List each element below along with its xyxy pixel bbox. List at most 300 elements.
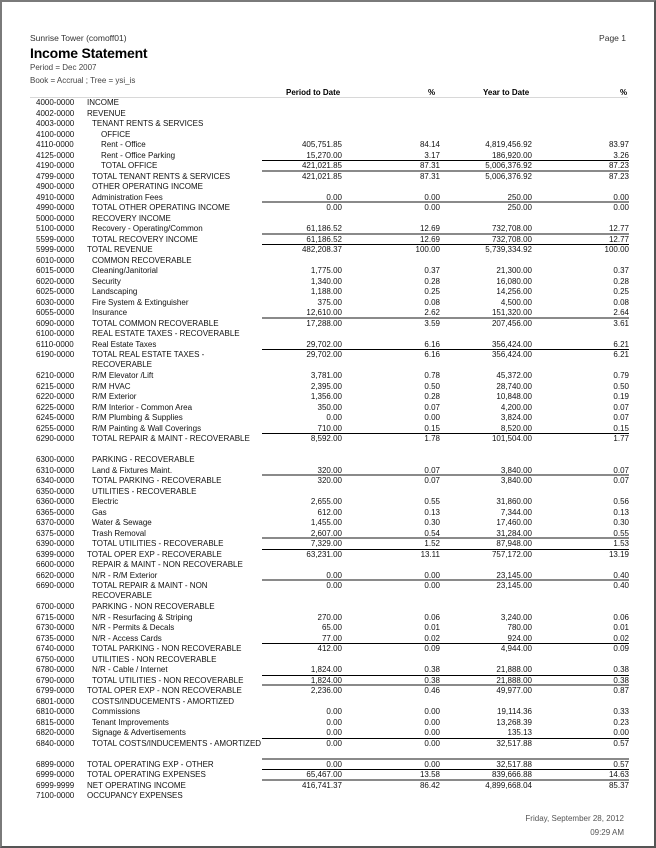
period-to-date-percent: 0.50 bbox=[424, 381, 440, 391]
account-code: 4910-0000 bbox=[36, 192, 75, 202]
period-to-date-amount: 1,775.00 bbox=[310, 266, 342, 275]
account-code: 4002-0000 bbox=[36, 108, 75, 118]
period-to-date-amount: 0.00 bbox=[326, 717, 342, 727]
year-to-date-amount: 28,740.00 bbox=[496, 381, 532, 391]
period-to-date-percent: 0.00 bbox=[424, 203, 440, 212]
period-to-date-amount: 29,702.00 bbox=[306, 339, 342, 349]
table-row bbox=[2, 319, 656, 330]
year-to-date-percent: 0.50 bbox=[613, 381, 629, 391]
year-to-date-percent: 0.38 bbox=[613, 665, 629, 674]
period-to-date-percent: 0.25 bbox=[424, 287, 440, 296]
year-to-date-amount: 732,708.00 bbox=[491, 234, 532, 244]
year-to-date-amount: 45,372.00 bbox=[496, 371, 532, 380]
year-to-date-percent: 0.00 bbox=[613, 728, 629, 737]
account-description: TOTAL UTILITIES - NON RECOVERABLE bbox=[92, 675, 244, 685]
account-code: 6010-0000 bbox=[36, 255, 75, 265]
table-row bbox=[2, 508, 656, 519]
period-to-date-percent: 0.78 bbox=[424, 371, 440, 380]
account-description: R/M Plumbing & Supplies bbox=[92, 413, 183, 422]
period-to-date-amount: 710.00 bbox=[317, 423, 342, 433]
period-to-date-amount: 0.00 bbox=[326, 728, 342, 737]
account-code: 6730-0000 bbox=[36, 623, 75, 632]
account-description: COMMON RECOVERABLE bbox=[92, 255, 192, 265]
account-code: 6690-0000 bbox=[36, 581, 75, 590]
account-description: Water & Sewage bbox=[92, 518, 152, 527]
period-to-date-percent: 87.31 bbox=[419, 161, 440, 170]
account-code: 6365-0000 bbox=[36, 507, 75, 517]
company-name: Sunrise Tower (comoff01) bbox=[30, 33, 127, 43]
period-to-date-percent: 0.07 bbox=[424, 476, 440, 485]
year-to-date-percent: 0.57 bbox=[613, 759, 629, 769]
year-to-date-amount: 356,424.00 bbox=[491, 339, 532, 349]
period-to-date-amount: 65,467.00 bbox=[306, 770, 342, 779]
account-code: 6799-0000 bbox=[36, 686, 75, 695]
period-to-date-amount: 0.00 bbox=[326, 413, 342, 422]
period-to-date-amount: 7,329.00 bbox=[310, 539, 342, 548]
table-row bbox=[2, 613, 656, 624]
account-description: Gas bbox=[92, 507, 107, 517]
year-to-date-amount: 3,240.00 bbox=[500, 612, 532, 622]
year-to-date-percent: 87.23 bbox=[608, 171, 629, 181]
period-to-date-percent: 0.00 bbox=[424, 728, 440, 737]
table-row bbox=[2, 497, 656, 508]
account-code: 6190-0000 bbox=[36, 350, 75, 359]
table-row bbox=[2, 214, 656, 225]
period-to-date-amount: 416,741.37 bbox=[301, 780, 342, 790]
report-book-tree: Book = Accrual ; Tree = ysi_is bbox=[30, 76, 136, 85]
period-to-date-amount: 61,186.52 bbox=[306, 234, 342, 244]
account-description: PARKING - RECOVERABLE bbox=[92, 455, 195, 464]
year-to-date-amount: 14,256.00 bbox=[496, 287, 532, 296]
account-description: N/R - Cable / Internet bbox=[92, 665, 168, 674]
account-description: COSTS/INDUCEMENTS - AMORTIZED bbox=[92, 696, 235, 706]
table-row bbox=[2, 413, 656, 424]
table-row bbox=[2, 455, 656, 466]
account-code: 6220-0000 bbox=[36, 392, 75, 401]
column-header-period-to-date: Period to Date bbox=[286, 88, 341, 97]
year-to-date-percent: 1.53 bbox=[613, 539, 629, 548]
table-row bbox=[2, 203, 656, 214]
year-to-date-amount: 3,840.00 bbox=[500, 465, 532, 475]
account-description: Tenant Improvements bbox=[92, 717, 169, 727]
year-to-date-amount: 7,344.00 bbox=[500, 507, 532, 517]
account-description: TOTAL OFFICE bbox=[101, 161, 158, 170]
period-to-date-amount: 1,824.00 bbox=[310, 675, 342, 685]
period-to-date-amount: 270.00 bbox=[317, 612, 342, 622]
year-to-date-amount: 5,739,334.92 bbox=[485, 245, 532, 254]
year-to-date-percent: 6.21 bbox=[613, 350, 629, 359]
year-to-date-percent: 12.77 bbox=[608, 224, 629, 233]
period-to-date-amount: 77.00 bbox=[321, 633, 342, 643]
table-row bbox=[2, 371, 656, 382]
year-to-date-percent: 0.57 bbox=[613, 738, 629, 748]
table-row bbox=[2, 382, 656, 393]
account-code: 5000-0000 bbox=[36, 213, 75, 223]
period-to-date-amount: 2,607.00 bbox=[310, 528, 342, 538]
year-to-date-percent: 0.07 bbox=[613, 413, 629, 422]
table-row bbox=[2, 403, 656, 414]
year-to-date-amount: 151,320.00 bbox=[491, 308, 532, 317]
account-code: 6290-0000 bbox=[36, 434, 75, 443]
account-description: Rent - Office bbox=[101, 140, 146, 149]
account-code: 6350-0000 bbox=[36, 486, 75, 496]
account-description: Signage & Advertisements bbox=[92, 728, 186, 737]
account-description: R/M Interior - Common Area bbox=[92, 402, 193, 412]
year-to-date-amount: 839,666.88 bbox=[491, 770, 532, 779]
period-to-date-percent: 2.62 bbox=[424, 308, 440, 317]
account-description: REAL ESTATE TAXES - RECOVERABLE bbox=[92, 329, 240, 338]
year-to-date-percent: 13.19 bbox=[608, 549, 629, 559]
account-description: TOTAL OPER EXP - RECOVERABLE bbox=[87, 549, 222, 559]
year-to-date-amount: 32,517.88 bbox=[496, 759, 532, 769]
period-to-date-percent: 1.78 bbox=[424, 434, 440, 443]
year-to-date-amount: 4,944.00 bbox=[500, 644, 532, 653]
period-to-date-percent: 6.16 bbox=[424, 350, 440, 359]
year-to-date-percent: 0.37 bbox=[613, 266, 629, 275]
table-row bbox=[2, 434, 656, 455]
table-row bbox=[2, 781, 656, 792]
account-code: 6110-0000 bbox=[36, 339, 74, 349]
period-to-date-percent: 12.69 bbox=[419, 224, 440, 233]
account-code: 4100-0000 bbox=[36, 129, 75, 139]
table-row bbox=[2, 560, 656, 571]
year-to-date-percent: 0.56 bbox=[613, 497, 629, 506]
period-to-date-percent: 0.37 bbox=[424, 266, 440, 275]
account-description: R/M Painting & Wall Coverings bbox=[92, 423, 202, 433]
year-to-date-amount: 31,284.00 bbox=[496, 528, 532, 538]
account-description: TOTAL COSTS/INDUCEMENTS - AMORTIZED bbox=[92, 738, 262, 748]
period-to-date-percent: 6.16 bbox=[424, 339, 440, 349]
account-code: 6310-0000 bbox=[36, 465, 75, 475]
year-to-date-amount: 8,520.00 bbox=[500, 423, 532, 433]
account-code: 6790-0000 bbox=[36, 675, 75, 685]
account-description: Real Estate Taxes bbox=[92, 339, 157, 349]
year-to-date-amount: 757,172.00 bbox=[491, 549, 532, 559]
account-code: 6750-0000 bbox=[36, 654, 75, 664]
period-to-date-percent: 0.28 bbox=[424, 392, 440, 401]
period-to-date-percent: 12.69 bbox=[419, 234, 440, 244]
year-to-date-amount: 23,145.00 bbox=[496, 581, 532, 590]
table-row bbox=[2, 109, 656, 120]
account-description: INCOME bbox=[87, 98, 119, 107]
total-rule bbox=[262, 201, 629, 203]
period-to-date-percent: 0.30 bbox=[424, 518, 440, 527]
account-code: 4125-0000 bbox=[36, 150, 75, 160]
account-code: 6815-0000 bbox=[36, 717, 75, 727]
period-to-date-percent: 0.07 bbox=[424, 402, 440, 412]
year-to-date-amount: 4,500.00 bbox=[500, 297, 532, 307]
account-description: N/R - Resurfacing & Striping bbox=[92, 612, 193, 622]
period-to-date-amount: 350.00 bbox=[317, 402, 342, 412]
year-to-date-amount: 21,888.00 bbox=[496, 675, 532, 685]
year-to-date-amount: 207,456.00 bbox=[491, 318, 532, 328]
period-to-date-amount: 29,702.00 bbox=[306, 350, 342, 359]
account-code: 6215-0000 bbox=[36, 381, 75, 391]
account-code: 6340-0000 bbox=[36, 476, 75, 485]
year-to-date-amount: 32,517.88 bbox=[496, 738, 532, 748]
period-to-date-amount: 65.00 bbox=[321, 623, 342, 632]
year-to-date-amount: 3,840.00 bbox=[500, 476, 532, 485]
account-code: 6999-9999 bbox=[36, 780, 75, 790]
period-to-date-percent: 0.00 bbox=[424, 759, 440, 769]
account-code: 6735-0000 bbox=[36, 633, 75, 643]
year-to-date-percent: 85.37 bbox=[608, 780, 629, 790]
year-to-date-amount: 21,300.00 bbox=[496, 266, 532, 275]
period-to-date-amount: 8,592.00 bbox=[310, 434, 342, 443]
year-to-date-percent: 3.61 bbox=[613, 318, 629, 328]
year-to-date-amount: 31,860.00 bbox=[496, 497, 532, 506]
account-code: 6780-0000 bbox=[36, 665, 75, 674]
table-row bbox=[2, 602, 656, 613]
period-to-date-percent: 0.00 bbox=[424, 192, 440, 202]
print-time: 09:29 AM bbox=[590, 828, 624, 837]
page-number: Page 1 bbox=[599, 33, 626, 43]
period-to-date-amount: 0.00 bbox=[326, 570, 342, 580]
account-description: TOTAL REVENUE bbox=[87, 245, 153, 254]
account-description: Trash Removal bbox=[92, 528, 146, 538]
table-row bbox=[2, 98, 656, 109]
account-code: 6020-0000 bbox=[36, 276, 75, 286]
total-rule bbox=[262, 579, 629, 581]
period-to-date-percent: 86.42 bbox=[419, 780, 440, 790]
period-to-date-amount: 0.00 bbox=[326, 707, 342, 716]
account-code: 4900-0000 bbox=[36, 182, 75, 191]
income-statement-table bbox=[2, 98, 656, 802]
period-to-date-percent: 13.11 bbox=[420, 549, 440, 559]
account-code: 6225-0000 bbox=[36, 402, 75, 412]
year-to-date-percent: 14.63 bbox=[608, 770, 629, 779]
year-to-date-percent: 6.21 bbox=[613, 339, 629, 349]
account-code: 4110-0000 bbox=[36, 140, 74, 149]
account-code: 4003-0000 bbox=[36, 119, 75, 128]
year-to-date-amount: 21,888.00 bbox=[496, 665, 532, 674]
period-to-date-amount: 1,188.00 bbox=[310, 287, 342, 296]
table-row bbox=[2, 172, 656, 183]
table-row bbox=[2, 266, 656, 277]
account-description: R/M Elevator /Lift bbox=[92, 371, 154, 380]
period-to-date-amount: 1,356.00 bbox=[310, 392, 342, 401]
table-row bbox=[2, 277, 656, 288]
account-code: 6030-0000 bbox=[36, 297, 75, 307]
period-to-date-percent: 0.01 bbox=[424, 623, 440, 632]
table-row bbox=[2, 329, 656, 340]
period-to-date-percent: 0.55 bbox=[424, 497, 440, 506]
account-code: 6100-0000 bbox=[36, 329, 75, 338]
year-to-date-percent: 0.07 bbox=[613, 465, 629, 475]
account-code: 6390-0000 bbox=[36, 539, 75, 548]
year-to-date-percent: 0.33 bbox=[613, 707, 629, 716]
account-description: TOTAL PARKING - NON RECOVERABLE bbox=[92, 644, 242, 653]
period-to-date-amount: 63,231.00 bbox=[306, 549, 342, 559]
account-description: Land & Fixtures Maint. bbox=[92, 465, 173, 475]
account-code: 6370-0000 bbox=[36, 518, 75, 527]
account-code: 4799-0000 bbox=[36, 171, 75, 181]
year-to-date-amount: 13,268.39 bbox=[496, 717, 532, 727]
period-to-date-percent: 1.52 bbox=[424, 539, 440, 548]
period-to-date-percent: 0.54 bbox=[424, 528, 440, 538]
table-row bbox=[2, 791, 656, 802]
year-to-date-amount: 49,977.00 bbox=[496, 686, 532, 695]
year-to-date-amount: 87,948.00 bbox=[496, 539, 532, 548]
table-row bbox=[2, 718, 656, 729]
period-to-date-amount: 0.00 bbox=[326, 581, 342, 590]
year-to-date-percent: 0.23 bbox=[613, 717, 629, 727]
year-to-date-percent: 0.02 bbox=[613, 633, 629, 643]
account-code: 6015-0000 bbox=[36, 266, 75, 275]
total-rule bbox=[262, 738, 629, 739]
period-to-date-amount: 0.00 bbox=[326, 203, 342, 212]
year-to-date-amount: 101,504.00 bbox=[491, 434, 532, 443]
period-to-date-percent: 0.38 bbox=[424, 675, 440, 685]
account-code: 6820-0000 bbox=[36, 728, 75, 737]
year-to-date-amount: 250.00 bbox=[507, 203, 532, 212]
table-row bbox=[2, 182, 656, 193]
period-to-date-amount: 0.00 bbox=[326, 738, 342, 748]
report-period: Period = Dec 2007 bbox=[30, 63, 97, 72]
table-row bbox=[2, 392, 656, 403]
year-to-date-percent: 0.25 bbox=[613, 287, 629, 296]
account-description: Rent - Office Parking bbox=[101, 150, 176, 160]
account-description: TOTAL OPER EXP - NON RECOVERABLE bbox=[87, 686, 242, 695]
period-to-date-percent: 84.14 bbox=[419, 140, 440, 149]
account-code: 6360-0000 bbox=[36, 497, 75, 506]
account-code: 6055-0000 bbox=[36, 308, 75, 317]
period-to-date-amount: 12,610.00 bbox=[306, 308, 342, 317]
account-description: REVENUE bbox=[87, 108, 126, 118]
account-code: 6801-0000 bbox=[36, 696, 75, 706]
table-row bbox=[2, 140, 656, 151]
period-to-date-amount: 61,186.52 bbox=[306, 224, 342, 233]
table-row bbox=[2, 697, 656, 708]
account-description: R/M Exterior bbox=[92, 392, 137, 401]
table-row bbox=[2, 707, 656, 718]
period-to-date-amount: 17,288.00 bbox=[306, 318, 342, 328]
period-to-date-amount: 405,751.85 bbox=[301, 140, 342, 149]
period-to-date-amount: 2,236.00 bbox=[310, 686, 342, 695]
period-to-date-amount: 1,455.00 bbox=[310, 518, 342, 527]
account-description: UTILITIES - NON RECOVERABLE bbox=[92, 654, 217, 664]
year-to-date-percent: 0.07 bbox=[613, 476, 629, 485]
period-to-date-percent: 0.00 bbox=[424, 738, 440, 748]
table-row bbox=[2, 287, 656, 298]
column-header-year-to-date: Year to Date bbox=[483, 88, 530, 97]
year-to-date-amount: 23,145.00 bbox=[496, 570, 532, 580]
account-description: OFFICE bbox=[101, 129, 131, 139]
year-to-date-percent: 3.26 bbox=[613, 150, 629, 160]
year-to-date-percent: 0.00 bbox=[613, 192, 629, 202]
account-description: TOTAL PARKING - RECOVERABLE bbox=[92, 476, 222, 485]
period-to-date-percent: 0.28 bbox=[424, 276, 440, 286]
year-to-date-percent: 0.30 bbox=[613, 518, 629, 527]
account-description: TENANT RENTS & SERVICES bbox=[92, 119, 204, 128]
account-code: 6700-0000 bbox=[36, 602, 75, 611]
period-to-date-percent: 0.46 bbox=[424, 686, 440, 695]
account-description: TOTAL OPERATING EXP - OTHER bbox=[87, 759, 214, 769]
year-to-date-amount: 250.00 bbox=[507, 192, 532, 202]
account-description: Security bbox=[92, 276, 121, 286]
year-to-date-percent: 0.01 bbox=[613, 623, 629, 632]
account-description: TOTAL OTHER OPERATING INCOME bbox=[92, 203, 230, 212]
account-description: Cleaning/Janitorial bbox=[92, 266, 158, 275]
table-row bbox=[2, 550, 656, 561]
account-code: 6999-0000 bbox=[36, 770, 75, 779]
period-to-date-percent: 0.00 bbox=[424, 717, 440, 727]
period-to-date-percent: 0.38 bbox=[424, 665, 440, 674]
period-to-date-amount: 2,655.00 bbox=[310, 497, 342, 506]
year-to-date-percent: 100.00 bbox=[604, 245, 629, 254]
table-row bbox=[2, 581, 656, 602]
account-code: 6375-0000 bbox=[36, 528, 75, 538]
year-to-date-amount: 4,899,668.04 bbox=[485, 780, 532, 790]
period-to-date-percent: 0.02 bbox=[424, 633, 440, 643]
period-to-date-amount: 0.00 bbox=[326, 192, 342, 202]
account-code: 6210-0000 bbox=[36, 371, 75, 380]
account-code: 6245-0000 bbox=[36, 413, 75, 422]
account-code: 7100-0000 bbox=[36, 791, 75, 800]
period-to-date-amount: 320.00 bbox=[317, 476, 342, 485]
period-to-date-amount: 3,781.00 bbox=[310, 371, 342, 380]
table-row bbox=[2, 623, 656, 634]
account-description: TOTAL TENANT RENTS & SERVICES bbox=[92, 171, 231, 181]
account-code: 6090-0000 bbox=[36, 318, 75, 328]
account-description: TOTAL REPAIR & MAINT - RECOVERABLE bbox=[92, 434, 250, 443]
year-to-date-amount: 356,424.00 bbox=[491, 350, 532, 359]
print-date: Friday, September 28, 2012 bbox=[525, 814, 624, 823]
period-to-date-percent: 0.13 bbox=[424, 507, 440, 517]
account-code: 5599-0000 bbox=[36, 234, 75, 244]
account-description: TOTAL REAL ESTATE TAXES - RECOVERABLE bbox=[92, 350, 205, 369]
account-code: 6399-0000 bbox=[36, 549, 75, 559]
column-header-ptd-percent: % bbox=[428, 88, 436, 97]
year-to-date-amount: 4,819,456.92 bbox=[485, 140, 532, 149]
period-to-date-percent: 0.09 bbox=[424, 644, 440, 653]
period-to-date-percent: 100.00 bbox=[415, 245, 440, 254]
account-description: TOTAL UTILITIES - RECOVERABLE bbox=[92, 539, 224, 548]
year-to-date-percent: 0.55 bbox=[613, 528, 629, 538]
year-to-date-percent: 0.28 bbox=[613, 276, 629, 286]
table-row bbox=[2, 245, 656, 256]
year-to-date-percent: 12.77 bbox=[608, 234, 629, 244]
year-to-date-amount: 17,460.00 bbox=[496, 518, 532, 527]
year-to-date-amount: 5,006,376.92 bbox=[485, 171, 532, 181]
account-code: 6300-0000 bbox=[36, 455, 75, 464]
account-description: N/R - Access Cards bbox=[92, 633, 162, 643]
account-code: 6740-0000 bbox=[36, 644, 75, 653]
account-description: Commissions bbox=[92, 707, 141, 716]
year-to-date-amount: 10,848.00 bbox=[496, 392, 532, 401]
account-description: TOTAL OPERATING EXPENSES bbox=[87, 770, 206, 779]
account-description: Administration Fees bbox=[92, 192, 163, 202]
year-to-date-percent: 0.08 bbox=[613, 297, 629, 307]
account-code: 6840-0000 bbox=[36, 738, 75, 748]
year-to-date-percent: 0.15 bbox=[613, 423, 629, 433]
account-description: NET OPERATING INCOME bbox=[87, 780, 186, 790]
year-to-date-percent: 0.00 bbox=[613, 203, 629, 212]
year-to-date-percent: 0.07 bbox=[613, 402, 629, 412]
year-to-date-percent: 83.97 bbox=[608, 140, 629, 149]
year-to-date-percent: 2.64 bbox=[613, 308, 629, 317]
year-to-date-amount: 186,920.00 bbox=[491, 150, 532, 160]
period-to-date-percent: 0.00 bbox=[424, 707, 440, 716]
year-to-date-amount: 732,708.00 bbox=[491, 224, 532, 233]
period-to-date-amount: 1,824.00 bbox=[310, 665, 342, 674]
period-to-date-amount: 1,340.00 bbox=[310, 276, 342, 286]
period-to-date-amount: 375.00 bbox=[317, 297, 342, 307]
account-description: RECOVERY INCOME bbox=[92, 213, 171, 223]
year-to-date-percent: 0.06 bbox=[613, 612, 629, 622]
year-to-date-percent: 1.77 bbox=[613, 434, 629, 443]
account-description: REPAIR & MAINT - NON RECOVERABLE bbox=[92, 560, 243, 569]
